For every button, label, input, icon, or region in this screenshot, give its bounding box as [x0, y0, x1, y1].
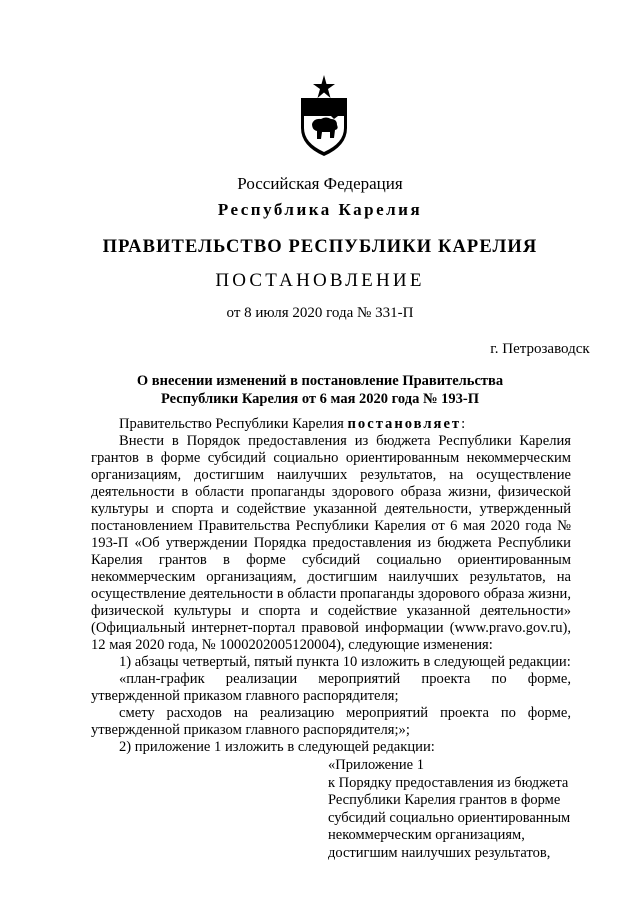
appendix-line: субсидий социально ориентированным — [328, 809, 571, 826]
appendix-line: Республики Карелия грантов в форме — [328, 792, 561, 808]
subject-line-2: Республики Карелия от 6 мая 2020 года № 193-П — [161, 391, 479, 407]
body-paragraph-item-1: 1) абзацы четвертый, пятый пункта 10 изложить в следующей редакции: — [119, 654, 571, 670]
appendix-line: некоммерческим организациям, — [328, 827, 525, 843]
republic-name: Республика Карелия — [217, 200, 423, 219]
document-date-number: от 8 июля 2020 года № 331-П — [226, 305, 414, 321]
country-name: Российская Федерация — [237, 174, 403, 193]
document-body — [91, 416, 571, 756]
subject-line-1: О внесении изменений в постановление Правительства — [136, 373, 504, 389]
body-paragraph-estimate: смету расходов на реализацию мероприятий проекта по форме, утвержденной приказом главного распорядителя;»; — [91, 705, 571, 738]
body-paragraph-amendments: Внести в Порядок предоставления из бюджета Республики Карелия грантов в форме субсидий социально ориентированным некоммерческим организациям, достигшим наилучших результатов, на осуществление деятельности в области пропаганды здорового образа жизни, физической культуры и спорта и содействие указанной деятельности, утвержденный постановлением Правительства Республики Карелия от 6 мая 2020 года № 193-П «Об утверждении Порядка предоставления из бюджета Республики Карелия грантов в форме субсидий социально ориентированным некоммерческим организациям, достигшим наилучших результатов, на осуществление деятельности в области пропаганды здорового образа жизни, физической культуры и спорта и содействие указанной деятельности» (Официальный интернет-портал правовой информации (www.pravo.gov.ru), 12 мая 2020 года, № 1000202005120004), следующие изменения: — [91, 433, 571, 653]
document-type: ПОСТАНОВЛЕНИЕ — [215, 270, 425, 291]
appendix-line: достигшим наилучших результатов, — [328, 844, 551, 861]
intro-paragraph — [91, 416, 571, 433]
coat-of-arms-emblem — [295, 72, 353, 158]
appendix-line: к Порядку предоставления из бюджета — [328, 774, 569, 791]
intro-suffix: : — [461, 416, 466, 432]
appendix-heading — [328, 757, 578, 862]
government-title: ПРАВИТЕЛЬСТВО РЕСПУБЛИКИ КАРЕЛИЯ — [102, 237, 538, 257]
intro-verb: постановляет — [347, 416, 462, 432]
body-paragraph-plan: «план-график реализации мероприятий проекта по форме, утвержденной приказом главного распорядителя; — [91, 671, 571, 704]
city-name: г. Петрозаводск — [490, 341, 590, 357]
appendix-line: «Приложение 1 — [328, 757, 424, 773]
intro-prefix: Правительство Республики Карелия — [119, 416, 348, 432]
body-paragraph-item-2: 2) приложение 1 изложить в следующей редакции: — [119, 739, 435, 755]
